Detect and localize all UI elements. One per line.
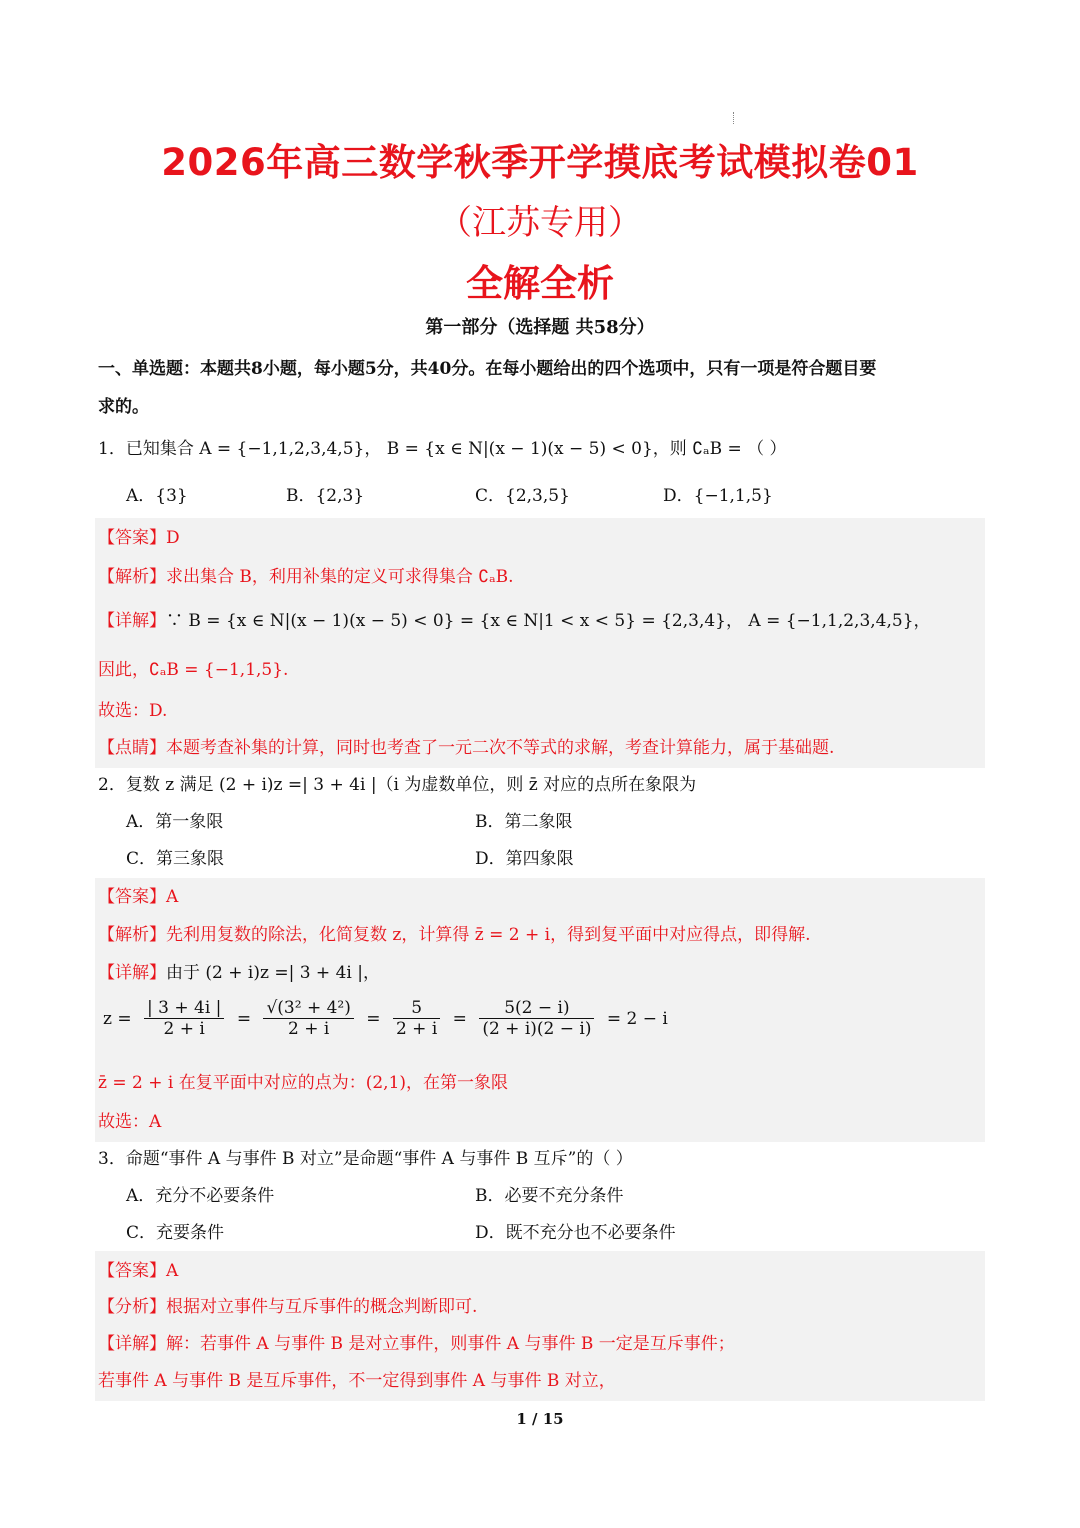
q3-option-d: D．既不充分也不必要条件 xyxy=(475,1223,676,1243)
q2-stem: 2．复数 z 满足 (2 + i)z =| 3 + 4i |（i 为虚数单位，则 z̄ 对应的点所在象限为 xyxy=(98,775,697,795)
q1-choose: 故选：D. xyxy=(98,701,168,721)
q2-option-c: C．第三象限 xyxy=(126,849,225,869)
q2-eq-sign: = xyxy=(236,1008,252,1029)
q2-frac-1-den: 2 + i xyxy=(163,1019,205,1039)
q2-option-b: B．第二象限 xyxy=(475,812,573,832)
doc-title-line2: （江苏专用） xyxy=(438,203,642,243)
q3-analysis xyxy=(98,1292,477,1317)
doc-title-line3: 全解全析 xyxy=(466,262,614,305)
q2-point: z̄ = 2 + i 在复平面中对应的点为：(2,1)，在第一象限 xyxy=(98,1073,509,1093)
q2-frac-4 xyxy=(479,998,594,1039)
header-mark xyxy=(733,112,735,124)
q1-analysis xyxy=(98,562,514,587)
doc-title-line1: 2026年高三数学秋季开学摸底考试模拟卷01 xyxy=(161,141,919,184)
q3-answer-tag: 【答案】 xyxy=(98,1261,166,1281)
q2-frac-4-num: 5(2 − i) xyxy=(479,998,594,1019)
q2-frac-3-den: 2 + i xyxy=(395,1019,438,1039)
q2-eq-rhs: = 2 − i xyxy=(606,1008,668,1029)
q2-option-a: A．第一象限 xyxy=(126,812,224,832)
q1-analysis-text: 求出集合 B，利用补集的定义可求得集合 ∁ₐB. xyxy=(166,567,514,587)
part-heading: 第一部分（选择题 共58分） xyxy=(425,317,655,338)
q3-detail-tag: 【详解】 xyxy=(98,1334,166,1354)
q2-frac-3-num: 5 xyxy=(393,998,440,1019)
q2-answer-tag: 【答案】 xyxy=(98,887,166,907)
q2-answer-value: A xyxy=(166,887,179,907)
q3-option-b: B．必要不充分条件 xyxy=(475,1186,624,1206)
q2-detail-text: 由于 (2 + i)z =| 3 + 4i |， xyxy=(166,963,380,983)
q2-option-d: D．第四象限 xyxy=(475,849,574,869)
q3-detail-text: 解：若事件 A 与事件 B 是对立事件，则事件 A 与事件 B 一定是互斥事件； xyxy=(166,1334,735,1354)
q3-option-c: C．充要条件 xyxy=(126,1223,225,1243)
q1-option-a: A．{3} xyxy=(126,486,188,506)
q2-frac-1 xyxy=(144,998,224,1039)
q2-answer xyxy=(98,882,178,907)
q1-comment-tag: 【点睛】 xyxy=(98,738,166,758)
q2-frac-2 xyxy=(263,998,353,1039)
q1-answer xyxy=(98,523,180,548)
q3-answer xyxy=(98,1256,178,1281)
q1-answer-tag: 【答案】 xyxy=(98,528,166,548)
q2-frac-3 xyxy=(393,998,440,1039)
q2-eq-sign: = xyxy=(452,1008,467,1029)
q1-answer-value: D xyxy=(166,528,180,548)
q2-eq-lhs: z = xyxy=(103,1008,132,1029)
q1-stem: 1．已知集合 A = {−1,1,2,3,4,5}， B = {x ∈ N|(x − 1)(x − 5) < 0}，则 ∁ₐB = （ ） xyxy=(98,439,787,459)
q1-option-b: B．{2,3} xyxy=(286,486,365,506)
q2-analysis-text: 先利用复数的除法，化简复数 z，计算得 z̄ = 2 + i，得到复平面中对应得点，即得解. xyxy=(166,925,811,945)
q3-option-a: A．充分不必要条件 xyxy=(126,1186,275,1206)
q2-analysis xyxy=(98,920,810,945)
q1-detail-text: ∵ B = {x ∈ N|(x − 1)(x − 5) < 0} = {x ∈ N|1 < x < 5} = {2,3,4}， A = {−1,1,2,3,4,5}， xyxy=(166,611,931,631)
q1-option-d: D．{−1,1,5} xyxy=(663,486,773,506)
q1-therefore: 因此，∁ₐB = {−1,1,5}. xyxy=(98,660,289,680)
q3-analysis-tag: 【分析】 xyxy=(98,1297,166,1317)
q1-comment xyxy=(98,733,834,758)
q2-derivation xyxy=(100,998,671,1039)
q2-frac-2-num: √(3² + 4²) xyxy=(263,998,353,1019)
q1-option-c: C．{2,3,5} xyxy=(475,486,570,506)
q2-frac-1-num: | 3 + 4i | xyxy=(144,998,224,1019)
q2-analysis-tag: 【解析】 xyxy=(98,925,166,945)
q3-answer-value: A xyxy=(166,1261,179,1281)
q2-detail xyxy=(98,958,380,983)
q1-analysis-tag: 【解析】 xyxy=(98,567,166,587)
q2-choose: 故选：A xyxy=(98,1112,162,1132)
q3-detail xyxy=(98,1329,735,1354)
q1-detail-tag: 【详解】 xyxy=(98,611,166,631)
q2-frac-4-den: (2 + i)(2 − i) xyxy=(482,1019,592,1039)
q2-frac-2-den: 2 + i xyxy=(288,1019,330,1039)
q3-detail-line2: 若事件 A 与事件 B 是互斥事件，不一定得到事件 A 与事件 B 对立， xyxy=(98,1371,616,1391)
q1-comment-text: 本题考查补集的计算，同时也考查了一元二次不等式的求解，考查计算能力，属于基础题. xyxy=(166,738,835,758)
q3-analysis-text: 根据对立事件与互斥事件的概念判断即可. xyxy=(166,1297,478,1317)
q3-stem: 3．命题“事件 A 与事件 B 对立”是命题“事件 A 与事件 B 互斥”的（ ） xyxy=(98,1149,633,1169)
section-intro-line2: 求的。 xyxy=(98,397,149,417)
q1-detail xyxy=(98,606,931,631)
q2-detail-tag: 【详解】 xyxy=(98,963,166,983)
q1-solution-box xyxy=(95,518,985,768)
q2-eq-sign: = xyxy=(366,1008,381,1029)
page-number: 1 / 15 xyxy=(516,1410,564,1428)
section-intro-line1: 一、单选题：本题共8小题，每小题5分，共40分。在每小题给出的四个选项中，只有一项是符合题目要 xyxy=(98,359,877,379)
